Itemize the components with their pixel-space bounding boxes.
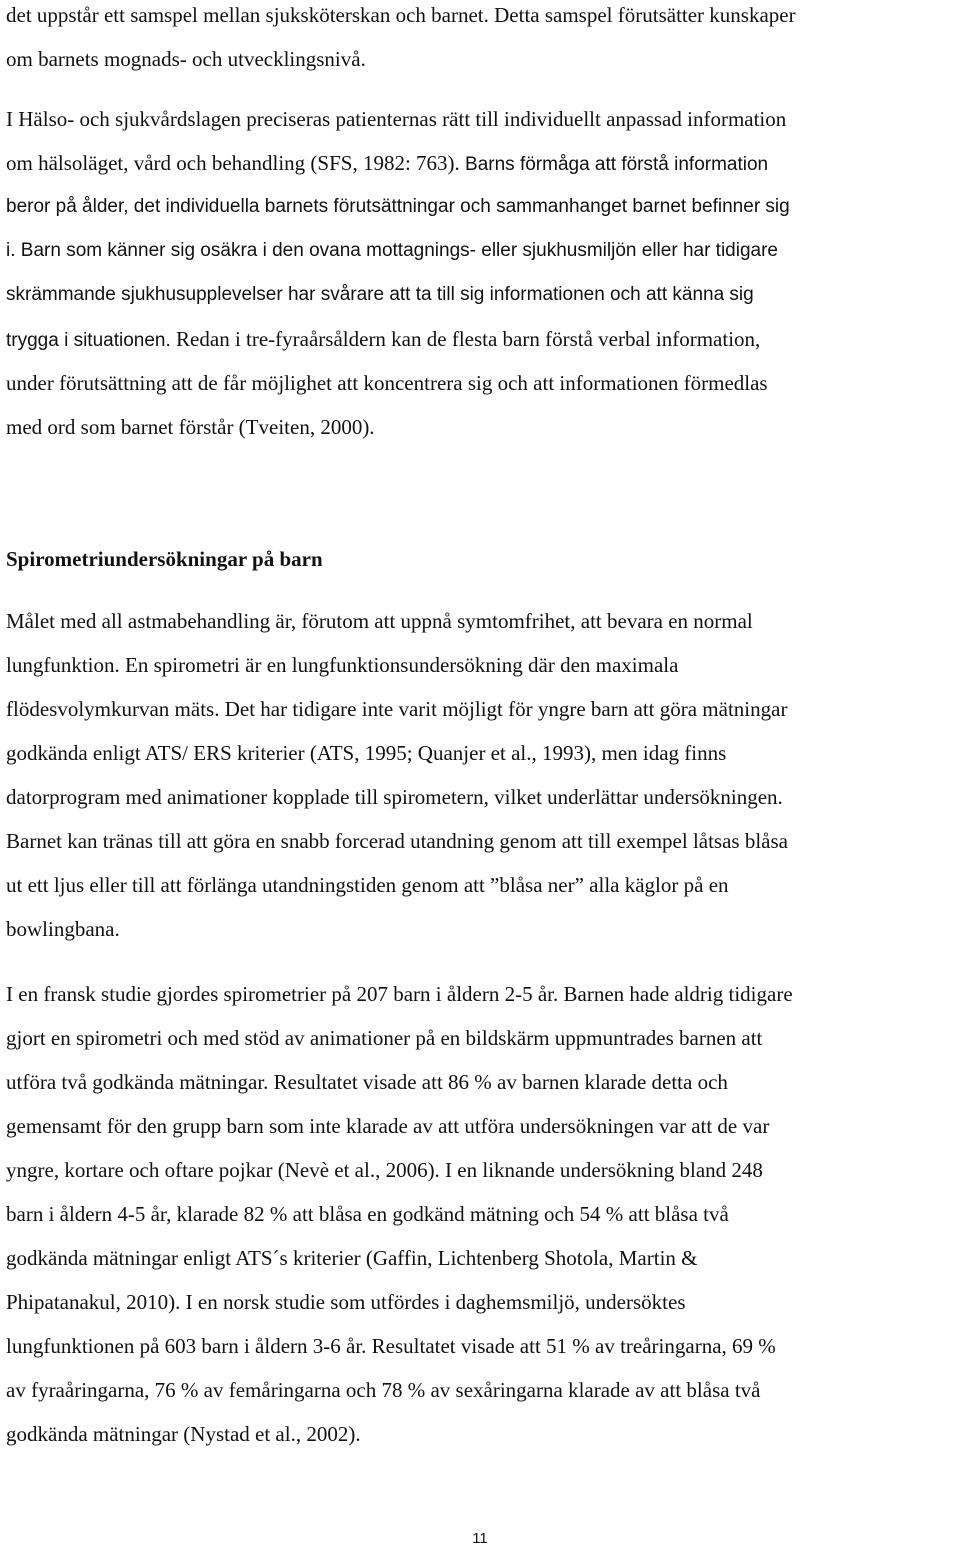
paragraph-information bbox=[6, 97, 954, 449]
paragraph-studies bbox=[6, 972, 954, 1456]
text-line: lungfunktion. En spirometri är en lungfunktionsundersökning där den maximala bbox=[6, 653, 679, 677]
text-line: beror på ålder, det individuella barnets förutsättningar och sammanhanget barnet befinner sig bbox=[6, 196, 790, 217]
text-segment-serif: Redan i tre-fyraårsåldern kan de flesta barn förstå verbal information, bbox=[176, 327, 761, 351]
text-line: skrämmande sjukhusupplevelser har svårare att ta till sig informationen och att känna sig bbox=[6, 284, 754, 305]
text-line: godkända mätningar enligt ATS´s kriterier (Gaffin, Lichtenberg Shotola, Martin & bbox=[6, 1246, 698, 1270]
text-line: utföra två godkända mätningar. Resultatet visade att 86 % av barnen klarade detta och bbox=[6, 1070, 728, 1094]
paragraph-spirometry bbox=[6, 599, 954, 951]
text-line: Målet med all astmabehandling är, förutom att uppnå symtomfrihet, att bevara en normal bbox=[6, 609, 753, 633]
text-line: det uppstår ett samspel mellan sjuksköterskan och barnet. Detta samspel förutsätter kunskaper bbox=[6, 3, 796, 27]
text-line: ut ett ljus eller till att förlänga utandningstiden genom att ”blåsa ner” alla käglor på en bbox=[6, 873, 729, 897]
text-line: i. Barn som känner sig osäkra i den ovana mottagnings- eller sjukhusmiljön eller har tidigare bbox=[6, 240, 778, 261]
text-line: barn i åldern 4-5 år, klarade 82 % att blåsa en godkänd mätning och 54 % att blåsa två bbox=[6, 1202, 729, 1226]
text-line: bowlingbana. bbox=[6, 917, 120, 941]
text-line: gemensamt för den grupp barn som inte klarade av att utföra undersökningen var att de var bbox=[6, 1114, 770, 1138]
text-line: av fyraåringarna, 76 % av femåringarna och 78 % av sexåringarna klarade av att blåsa två bbox=[6, 1378, 761, 1402]
text-line: godkända enligt ATS/ ERS kriterier (ATS, 1995; Quanjer et al., 1993), men idag finns bbox=[6, 741, 727, 765]
text-line: lungfunktionen på 603 barn i åldern 3-6 år. Resultatet visade att 51 % av treåringarna, 69 % bbox=[6, 1334, 776, 1358]
text-line: om barnets mognads- och utvecklingsnivå. bbox=[6, 47, 366, 71]
text-line: godkända mätningar (Nystad et al., 2002). bbox=[6, 1422, 361, 1446]
text-line: I Hälso- och sjukvårdslagen preciseras patienternas rätt till individuellt anpassad information bbox=[6, 107, 787, 131]
text-line: datorprogram med animationer kopplade till spirometern, vilket underlättar undersökningen. bbox=[6, 785, 783, 809]
page-number: 11 bbox=[472, 1530, 488, 1547]
text-line: yngre, kortare och oftare pojkar (Nevè et al., 2006). I en liknande undersökning bland 248 bbox=[6, 1158, 763, 1182]
text-line-mixed bbox=[6, 141, 954, 185]
text-line: Phipatanakul, 2010). I en norsk studie som utfördes i daghemsmiljö, undersöktes bbox=[6, 1290, 686, 1314]
text-line: under förutsättning att de får möjlighet att koncentrera sig och att informationen förmedlas bbox=[6, 371, 768, 395]
text-segment-sans: trygga i situationen. bbox=[6, 330, 177, 351]
paragraph-intro bbox=[6, 0, 954, 81]
text-segment-serif: om hälsoläget, vård och behandling (SFS, 1982: 763). bbox=[6, 151, 466, 175]
text-line: Barnet kan tränas till att göra en snabb forcerad utandning genom att till exempel låtsas blåsa bbox=[6, 829, 788, 853]
text-segment-sans: Barns förmåga att förstå information bbox=[465, 154, 769, 175]
text-line: med ord som barnet förstår (Tveiten, 2000). bbox=[6, 415, 375, 439]
text-line-mixed bbox=[6, 317, 954, 361]
text-line: gjort en spirometri och med stöd av animationer på en bildskärm uppmuntrades barnen att bbox=[6, 1026, 763, 1050]
text-line: flödesvolymkurvan mäts. Det har tidigare inte varit möjligt för yngre barn att göra mätningar bbox=[6, 697, 788, 721]
section-heading: Spirometriundersökningar på barn bbox=[6, 547, 323, 571]
text-line: I en fransk studie gjordes spirometrier på 207 barn i åldern 2-5 år. Barnen hade aldrig tidigare bbox=[6, 982, 793, 1006]
